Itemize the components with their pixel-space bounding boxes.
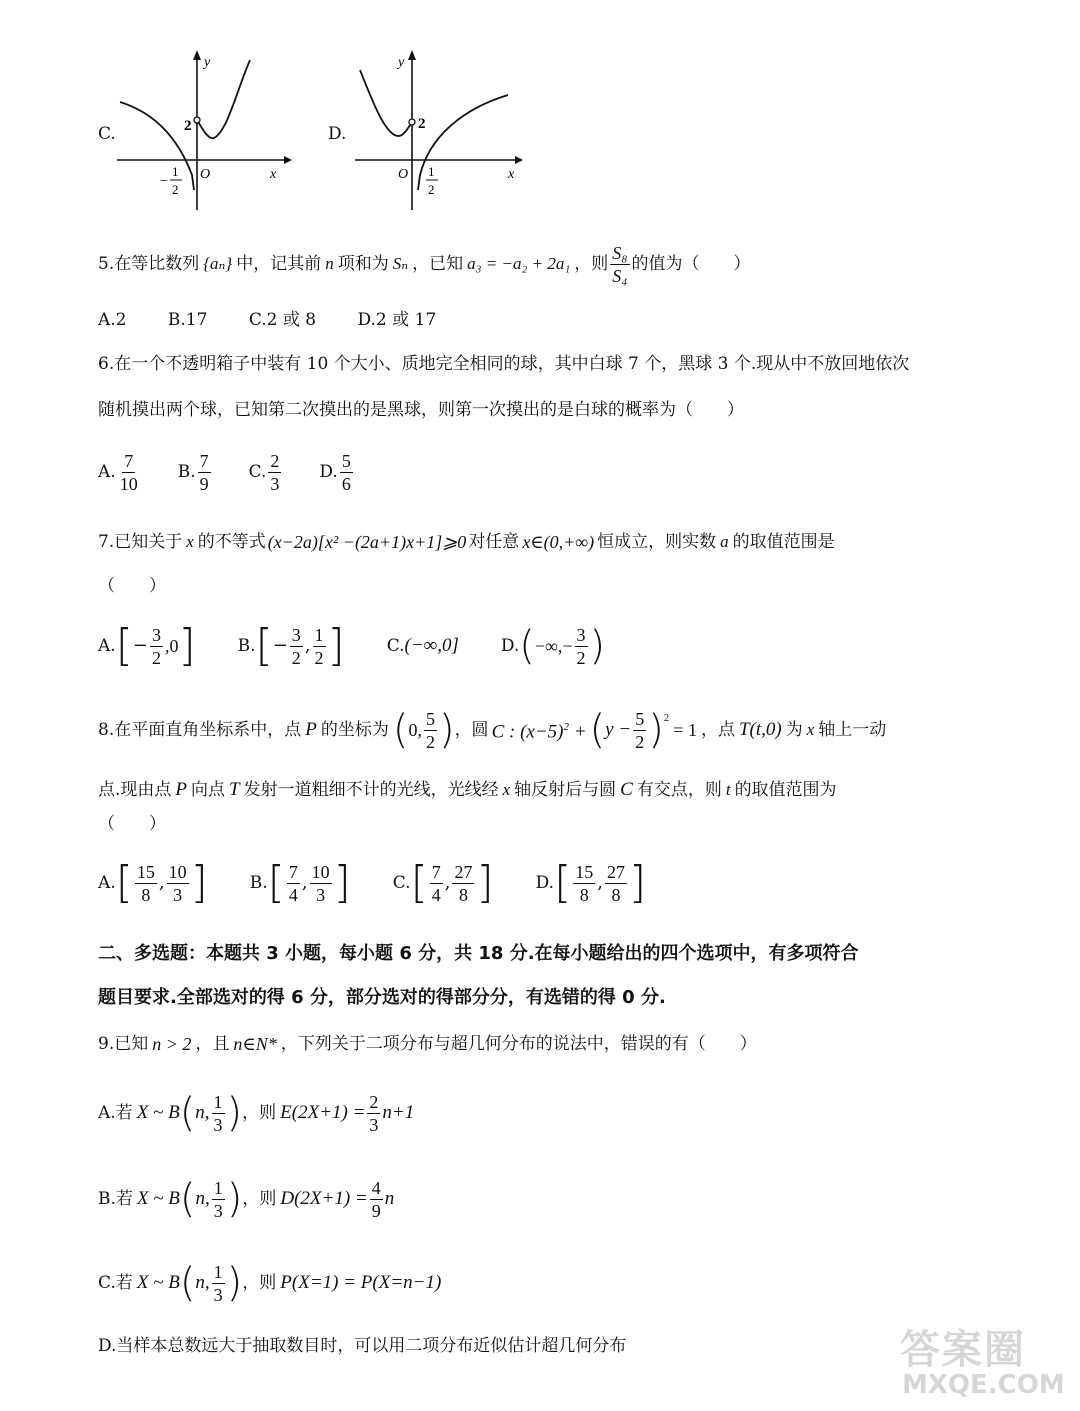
q8-option-c[interactable]: C. [ $\frac{7}{4}$ , $\frac{27}{8}$ ]	[392, 857, 494, 908]
graph-d-curve-left	[360, 70, 412, 136]
q7-stem: 7.已知关于 x 的不等式 (x−2a)[x² −(2a+1)x+1]⩾0 对任意 x∈(0,+∞) 恒成立，则实数 a 的取值范围是	[98, 532, 835, 552]
graph-d-y-arrow	[408, 50, 416, 60]
graph-c-open-point	[194, 117, 200, 123]
graph-c-y-intercept: 2	[184, 118, 192, 134]
q8-options	[98, 858, 682, 908]
q5-option-c[interactable]: C.2 或 8	[248, 310, 317, 330]
graph-d-open-point	[409, 119, 415, 125]
q9-option-c[interactable]: C.若 X ~ B ( n, $\frac{1}{3}$ ) ，则 P(X=1) = P(X=n−1)	[98, 1260, 442, 1306]
q6-option-b[interactable]: B. $\frac{7}{9}$	[177, 450, 209, 494]
section2-heading-line1: 二、多选题：本题共 3 小题，每小题 6 分，共 18 分.在每小题给出的四个选项中，有多项符合	[98, 943, 859, 964]
q5-options	[98, 308, 472, 332]
graph-d-origin: O	[398, 167, 409, 182]
q5-stem: 5.在等比数列 {aₙ} 中，记其前 n 项和为 Sₙ ，已知 a₃ = −a₂ + 2a₁ ，则 $\frac{\text{S₈}}{\text{S₄}}$ 的值为（ ）	[98, 242, 751, 286]
q7-option-a[interactable]: A. [ − $\frac{3}{2}$ ,0 ]	[98, 620, 196, 671]
graph-d-y-label: y	[398, 55, 405, 70]
q7-blank: （ ）	[98, 576, 166, 596]
graph-d-x-arrow	[515, 156, 523, 164]
q6-option-c[interactable]: C. $\frac{2}{3}$	[248, 450, 280, 494]
q7-option-b[interactable]: B. [ − $\frac{3}{2}$ , $\frac{1}{2}$ ]	[237, 620, 345, 671]
graph-c-x-arrow	[284, 156, 292, 164]
graph-d-x-den: 2	[428, 182, 435, 197]
q9-stem: 9.已知 n > 2 ，且 n∈N* ，下列关于二项分布与超几何分布的说法中，错误的有（ ）	[98, 1034, 757, 1054]
graph-d-x-num: 1	[428, 164, 435, 179]
graph-c-label: C.	[98, 124, 116, 144]
q9-option-a[interactable]: A.若 X ~ B ( n, $\frac{1}{3}$ ) ，则 E(2X+1) = $\frac{2}{3}$ n+1	[98, 1090, 415, 1136]
graph-c-curve-right	[197, 60, 250, 138]
watermark-url: MXQE.COM	[902, 1370, 1065, 1400]
graph-c-origin: O	[200, 167, 211, 182]
q8-stem-line2: 点.现由点 P 向点 T 发射一道粗细不计的光线，光线经 x 轴反射后与圆 C 有交点，则 t 的取值范围为	[98, 779, 837, 800]
q6-option-a[interactable]: A. $\frac{7}{10}$	[98, 450, 138, 494]
q6-option-d[interactable]: D. $\frac{5}{6}$	[319, 450, 351, 494]
watermark-logo: 答案圈	[900, 1327, 1026, 1373]
graph-d-y-intercept: 2	[418, 116, 426, 132]
graph-d	[350, 50, 525, 215]
q5-option-b[interactable]: B.17	[167, 310, 208, 330]
graph-c-y-label: y	[204, 55, 211, 70]
graph-c	[112, 50, 292, 215]
graph-c-x-den: 2	[172, 182, 179, 197]
q9-option-b[interactable]: B.若 X ~ B ( n, $\frac{1}{3}$ ) ，则 D(2X+1) = $\frac{4}{9}$ n	[98, 1176, 395, 1222]
q8-blank: （ ）	[98, 814, 166, 834]
q6-options	[98, 448, 391, 496]
q9-option-d[interactable]: D.当样本总数远大于抽取数目时，可以用二项分布近似估计超几何分布	[98, 1336, 627, 1356]
q7-options	[98, 622, 641, 670]
q7-option-d[interactable]: D. ( −∞,− $\frac{3}{2}$ )	[500, 623, 606, 669]
graph-c-y-arrow	[193, 50, 201, 60]
q7-option-c[interactable]: C. (−∞,0]	[386, 635, 459, 656]
graph-c-x-num: 1	[172, 164, 179, 179]
q8-stem-line1: 8.在平面直角坐标系中，点 P 的坐标为 ( 0, $\frac{5}{2}$ ) ，圆 C : $(x-5)^2$ + ( y − $\frac{5}{2}$ ) $^2$ = 1 ，点 T(t,0) 为 x 轴上一动	[98, 707, 887, 753]
q8-option-d[interactable]: D. [ $\frac{15}{8}$ , $\frac{27}{8}$ ]	[535, 857, 647, 908]
graph-d-x-label: x	[508, 167, 515, 182]
q5-option-a[interactable]: A.2	[98, 310, 127, 330]
q8-option-a[interactable]: A. [ $\frac{15}{8}$ , $\frac{10}{3}$ ]	[98, 857, 208, 908]
q8-option-b[interactable]: B. [ $\frac{7}{4}$ , $\frac{10}{3}$ ]	[249, 857, 351, 908]
q6-line2: 随机摸出两个球，已知第二次摸出的是黑球，则第一次摸出的是白球的概率为（ ）	[98, 400, 744, 420]
graph-c-x-sign: −	[160, 174, 168, 189]
graph-c-x-label: x	[270, 167, 277, 182]
graph-d-label: D.	[328, 124, 347, 144]
graph-c-curve-left	[120, 102, 194, 190]
q5-option-d[interactable]: D.2 或 17	[357, 310, 437, 330]
section2-heading-line2: 题目要求.全部选对的得 6 分，部分选对的得部分分，有选错的得 0 分.	[98, 987, 666, 1008]
q6-line1: 6.在一个不透明箱子中装有 10 个大小、质地完全相同的球，其中白球 7 个，黑球 3 个.现从中不放回地依次	[98, 354, 910, 374]
